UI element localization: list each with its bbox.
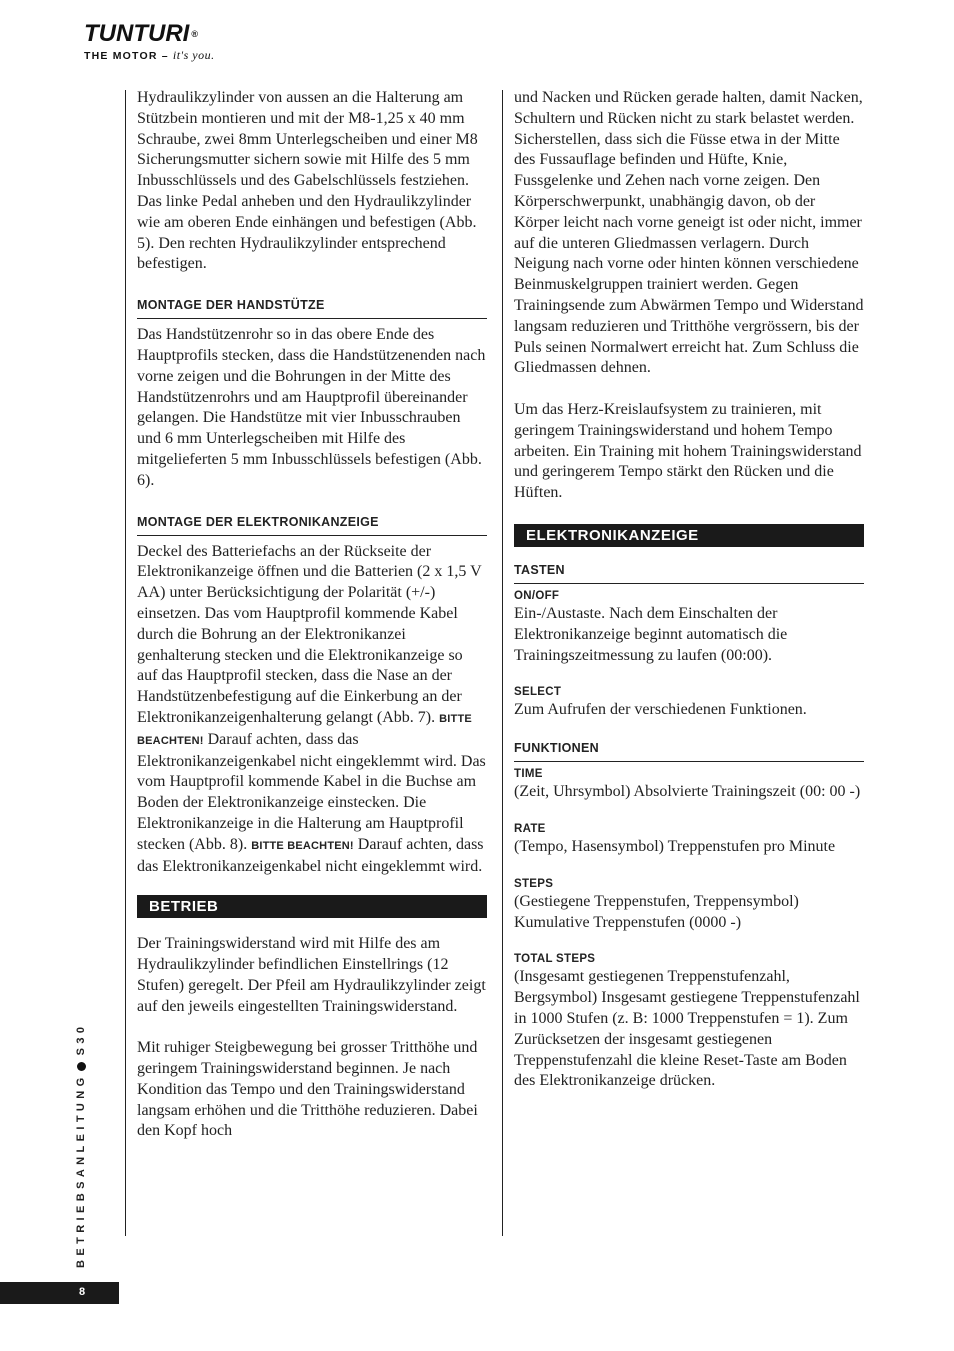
label-select: SELECT xyxy=(514,686,562,699)
paragraph-elektronikanzeige: Deckel des Batteriefachs an der Rückseite der Elektronikanzeige öffnen und die Batterien (2 x 1,5 V AA) unter Berücksichtigung der Polarität (+/-) einsetzen. Das vom Hauptprofil kommende Kabel durch die Bohrung an der Elektronikanzei genhalterung stecken und die Elektronikanzeige so auf das Hauptprofil stecken, dass die Nase an der Handstützenbefestigung auf die Einkerbung an der Elektronikanzeigenhalterung gelangt (Abb. 7). BITTE BEACHTEN! Darauf achten, dass das Elektronikanzeigenkabel nicht eingeklemmt wird. Das vom Hauptprofil kommende Kabel in die Buchse am Boden der Elektronikanzeige einstecken. Die Elektronikanzeige in die Halterung am Hauptprofil stecken (Abb. 8). BITTE BEACHTEN! Darauf achten, dass das Elektronikanzeigenkabel nicht eingeklemmt wird. xyxy=(137,542,486,875)
right-column xyxy=(514,88,864,1092)
paragraph-time: (Zeit, Uhrsymbol) Absolvierte Trainingszeit (00: 00 -) xyxy=(514,783,861,801)
paragraph-select: Zum Aufrufen der verschiedenen Funktionen. xyxy=(514,701,807,719)
paragraph-steps: (Gestiegene Treppenstufen, Treppensymbol) Kumulative Treppenstufen (0000 -) xyxy=(514,892,799,931)
paragraph-handstuetze: Das Handstützenrohr so in das obere Ende des Hauptprofils stecken, dass die Handstützenenden nach vorne zeigen und die Bohrungen in der Mitte des Handstützenrohrs und am Hauptprofil übereinander gelangen. Die Handstütze mit vier Inbusschrauben und 6 mm Unterlegscheiben mit Hilfe des mitgelieferten 5 mm Inbusschlüssels befestigen (Abb. 6). xyxy=(137,326,486,489)
label-total-steps: TOTAL STEPS xyxy=(514,953,596,966)
paragraph-herz-kreislauf: Um das Herz-Kreislaufsystem zu trainieren, mit geringem Trainingswiderstand und hohem Tempo arbeiten. Ein Training mit hohem Trainingswiderstand und geringerem Tempo stärkt den Rücken und die Hüften. xyxy=(514,400,862,502)
note-bitte-beachten: BITTE BEACHTEN! xyxy=(137,712,472,747)
heading-montage-elektronikanzeige: MONTAGE DER ELEKTRONIKANZEIGE xyxy=(137,515,487,536)
tunturi-logo xyxy=(84,22,215,63)
heading-tasten: TASTEN xyxy=(514,563,864,584)
page-number: 8 xyxy=(79,1286,86,1298)
label-rate: RATE xyxy=(514,822,546,835)
paragraph-rate: (Tempo, Hasensymbol) Treppenstufen pro Minute xyxy=(514,837,836,855)
page-number-box xyxy=(0,1282,119,1304)
label-on-off: ON/OFF xyxy=(514,589,560,602)
paragraph-total-steps: (Insgesamt gestiegenen Treppenstufenzahl, Bergsymbol) Insgesamt gestiegene Treppenstufenzahl in 1000 Stufen (z. B: 1000 Treppenstufen = 1). Zum Zurücksetzen der insgesamt gestiegenen Treppenstufenzahl die kleine Reset-Taste am Boden des Elektronikanzeige drücken. xyxy=(514,968,860,1090)
left-column-rule xyxy=(125,90,126,1236)
label-time: TIME xyxy=(514,768,543,781)
intro-paragraph: Hydraulikzylinder von aussen an die Halterung am Stützbein montieren und mit der M8-1,25 x 40 mm Schraube, zwei 8mm Unterlegscheiben und einer M8 Sicherungsmutter sichern sowie mit Hilfe des 5 mm Inbusschlüssels und des Gabelschlüssels festziehen. Das linke Pedal anheben und den Hydraulikzylinder wie am oberen Ende einhängen und befestigen (Abb. 5). Den rechten Hydraulikzylinder entsprechend befestigen. xyxy=(137,89,478,273)
side-document-label: BETRIEBSANLEITUNGS30 xyxy=(75,1022,87,1268)
paragraph-on-off: Ein-/Austaste. Nach dem Einschalten der Elektronikanzeige beginnt automatisch die Trainingszeitmessung zu laufen (00:00). xyxy=(514,604,788,664)
label-steps: STEPS xyxy=(514,877,554,890)
paragraph-continuation: und Nacken und Rücken gerade halten, damit Nacken, Schultern und Rücken nicht zu stark belastet werden. Sicherstellen, dass sich die Füsse etwa in der Mitte des Fussauflage befinden und Hüfte, Knie, Fussgelenke und Zehen nach vorne zeigen. Den Körperschwerpunkt, unabhängig davon, ob der Körper leicht nach vorne geneigt ist oder nicht, immer auf die unteren Gliedmassen verlagern. Durch Neigung nach vorne oder hinten können verschiedene Beinmuskelgruppen trainiert werden. Gegen Trainingsende zum Abwärmen Tempo und Widerstand langsam reduzieren und Tritthöhe vergrössern, bis der Puls seinen Normalwert erreicht hat. Zum Schluss die Gliedmassen dehnen. xyxy=(514,89,864,377)
heading-funktionen: FUNKTIONEN xyxy=(514,741,864,762)
note-bitte-beachten: BITTE BEACHTEN! xyxy=(251,839,354,852)
left-column xyxy=(137,88,487,1142)
paragraph-betrieb-2: Mit ruhiger Steigbewegung bei grosser Tritthöhe und geringem Trainingswiderstand beginnen. Je nach Kondition das Tempo und den Trainingswiderstand langsam erhöhen und die Tritthöhe reduzieren. Dabei den Kopf hoch xyxy=(137,1039,478,1140)
bullet-dot xyxy=(77,1062,86,1071)
brand-name: TUNTURI ® xyxy=(84,20,198,47)
heading-betrieb: BETRIEB xyxy=(137,895,487,918)
brand-tagline: THE MOTOR – it's you. xyxy=(84,48,215,62)
heading-montage-handstuetze: MONTAGE DER HANDSTÜTZE xyxy=(137,298,487,319)
heading-elektronikanzeige: ELEKTRONIKANZEIGE xyxy=(514,524,864,547)
middle-column-rule xyxy=(502,90,503,1236)
paragraph-betrieb-1: Der Trainingswiderstand wird mit Hilfe des am Hydraulikzylinder befindlichen Einstellrings (12 Stufen) geregelt. Der Pfeil am Hydraulikzylinder zeigt auf den jeweils eingestellten Trainingswiderstand. xyxy=(137,935,486,1015)
